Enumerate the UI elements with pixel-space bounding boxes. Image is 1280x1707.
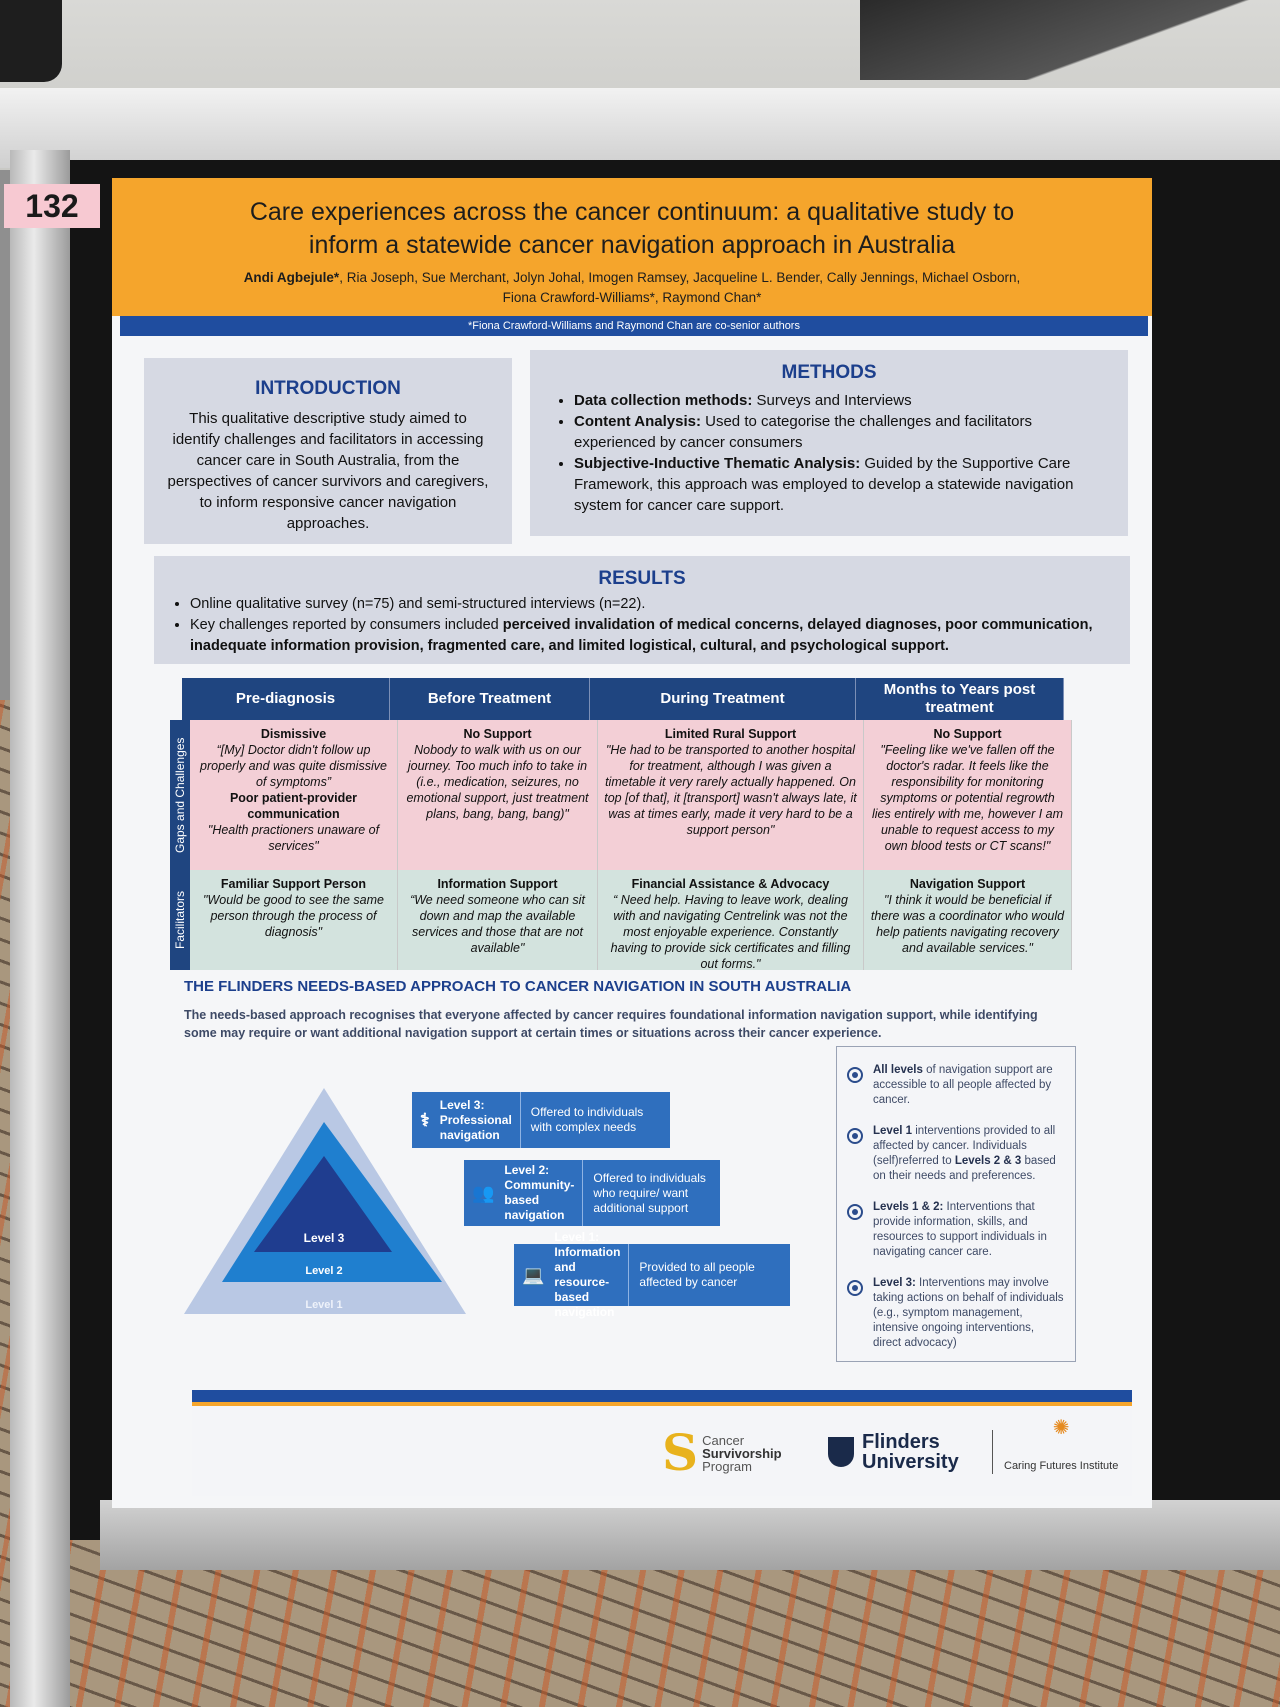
cell-quote: “[My] Doctor didn't follow up properly and was quite dismissive of symptoms” [200, 743, 387, 789]
results-item-bold: perceived invalidation of medical concerns, delayed diagnoses, poor communication, inadequate information provision, fragmented care, and limited logistical, cultural, and psychological support. [190, 617, 1093, 654]
methods-item [574, 411, 1104, 453]
level-2-name: Level 2: Community-based navigation [504, 1163, 575, 1222]
ceiling-shadow [860, 0, 1280, 80]
legend-bold: Levels 2 & 3 [954, 1155, 1022, 1167]
level-3-name-area [412, 1092, 521, 1148]
results-heading: RESULTS [598, 568, 686, 589]
results-panel [154, 556, 1130, 664]
methods-list [554, 390, 1104, 516]
methods-heading: METHODS [781, 362, 877, 383]
table-header-row [182, 678, 1130, 720]
level-1-description: Provided to all people affected by cancer [639, 1260, 755, 1289]
legend-bold: Levels 1 & 2: [873, 1201, 944, 1213]
legend-text: Interventions may involve taking actions on behalf of individuals (e.g., symptom management, intensive ongoing interventions, direct advocacy) [873, 1277, 1064, 1349]
cancer-survivorship-program-logo [662, 1423, 782, 1482]
cell-quote: “We need someone who can sit down and map the available services and those that are not available" [410, 893, 585, 955]
caring-futures-institute-logo [1004, 1416, 1118, 1472]
level-2-name-area [464, 1160, 583, 1226]
flinders-wordmark [862, 1432, 959, 1472]
cell-quote: "Health practioners unaware of services" [207, 823, 380, 853]
introduction-panel [144, 358, 512, 544]
table-header-cell: Months to Years post treatment [856, 678, 1064, 720]
cell-title: Dismissive [260, 727, 327, 741]
people-icon: 👥 [472, 1182, 495, 1203]
table-cell [190, 720, 398, 870]
csp-line-1: Cancer [702, 1432, 745, 1448]
methods-item-label: Subjective-Inductive Thematic Analysis: [574, 455, 861, 472]
cfi-wordmark: Caring Futures Institute [1004, 1460, 1119, 1472]
level-1-box [514, 1230, 790, 1319]
cell-title: No Support [933, 727, 1002, 741]
laptop-icon: 💻 [522, 1264, 545, 1285]
table-row-gaps [170, 720, 1130, 870]
pyramid-label-level-3: Level 3 [303, 1231, 345, 1245]
poster-title [152, 196, 1112, 262]
target-icon [847, 1128, 863, 1144]
results-item: • Online qualitative survey (n=75) and semi-structured interviews (n=22). [190, 594, 1112, 615]
level-1-name: Level 1: Information and resource-based navigation [554, 1230, 621, 1319]
target-icon [847, 1204, 863, 1220]
legend-text: based on their needs and preferences. [873, 1155, 1056, 1182]
pyramid-label-level-1: Level 1 [305, 1299, 343, 1311]
table-cell [598, 870, 864, 970]
title-line-2: inform a statewide cancer navigation approach in Australia [308, 231, 956, 259]
methods-item-text: Used to categorise the challenges and facilitators experienced by cancer consumers [574, 413, 1032, 451]
legend-bold: Level 3: [873, 1277, 916, 1289]
legend-item [847, 1063, 1065, 1108]
table-header-cell: Before Treatment [390, 678, 590, 720]
level-3-name: Level 3: Professional navigation [439, 1097, 512, 1142]
flinders-line-1: Flinders [862, 1431, 940, 1453]
methods-item-label: Content Analysis: [574, 413, 701, 430]
results-item-text: Key challenges reported by consumers included [190, 617, 503, 633]
row-label-gaps: Gaps and Challenges [170, 720, 190, 870]
level-2-box [464, 1160, 720, 1226]
authors-rest: , Ria Joseph, Sue Merchant, Jolyn Johal, Imogen Ramsey, Jacqueline L. Bender, Cally Jennings, Michael Osborn, [339, 270, 1021, 285]
poster-header [112, 178, 1152, 316]
csp-wordmark [702, 1434, 781, 1473]
methods-item-label: Data collection methods: [574, 392, 753, 409]
shield-icon [828, 1437, 854, 1467]
authors [192, 268, 1072, 308]
introduction-heading: INTRODUCTION [255, 378, 401, 399]
board-frame-top [0, 88, 1280, 168]
csp-line-3: Program [702, 1458, 752, 1474]
legend-text: interventions provided to all affected by cancer. Individuals (self)referred to [873, 1125, 1056, 1167]
methods-panel [530, 350, 1128, 536]
methods-item [574, 453, 1104, 516]
poster-footer [192, 1406, 1132, 1496]
poster [112, 178, 1152, 1508]
cell-quote: "Feeling like we've fallen off the doctor's radar. It feels like the responsibility for monitoring symptoms or potential regrowth lies entirely with me, however I am unable to request access to my own blood tests or CT scans!" [871, 743, 1064, 853]
board-frame-bottom [100, 1500, 1280, 1570]
cell-title: Poor patient-provider communication [229, 791, 358, 821]
methods-item [574, 390, 1104, 411]
cell-quote: Nobody to walk with us on our journey. Too much info to take in (i.e., medication, seizures, no emotional support, just treatment plans, bang, bang, bang)" [406, 743, 589, 821]
cell-quote: “ Need help. Having to leave work, dealing with and navigating Centrelink was not the most enjoyable experience. Constantly having to provide sick certificates and filling out forms." [610, 893, 851, 971]
results-item [190, 615, 1112, 657]
footer-bar-blue [192, 1390, 1132, 1402]
table-cell [398, 870, 598, 970]
flinders-line-2: University [862, 1451, 959, 1473]
lead-author: Andi Agbejule* [243, 270, 340, 285]
csp-line-2: Survivorship [702, 1445, 782, 1461]
cell-title: No Support [463, 727, 532, 741]
cell-title: Familiar Support Person [220, 877, 367, 891]
table-header-cell: During Treatment [590, 678, 856, 720]
cell-quote: "Would be good to see the same person through the process of diagnosis" [203, 893, 384, 939]
level-2-description: Offered to individuals who require/ want additional support [593, 1170, 706, 1215]
coauthor-note: *Fiona Crawford-Williams and Raymond Chan are co-senior authors [120, 316, 1148, 336]
methods-item-text: Guided by the Supportive Care Framework, this approach was employed to develop a statewide navigation system for cancer care support. [574, 455, 1074, 514]
introduction-text: This qualitative descriptive study aimed to identify challenges and facilitators in accessing cancer care in South Australia, from the perspectives of cancer survivors and caregivers, to inform responsive cancer navigation approaches. [167, 410, 489, 532]
table-cell [864, 870, 1072, 970]
cell-title: Navigation Support [909, 877, 1026, 891]
csp-s-icon: S [662, 1423, 699, 1482]
target-icon [847, 1280, 863, 1296]
cell-title: Limited Rural Support [664, 727, 797, 741]
table-cell [598, 720, 864, 870]
speaker [0, 0, 62, 82]
table-row-facilitators [170, 870, 1130, 970]
pyramid-label-level-2: Level 2 [305, 1265, 343, 1277]
legend-bold: All levels [873, 1064, 923, 1076]
cell-quote: "He had to be transported to another hospital for treatment, although I was given a timetable it very rarely actually happened. On top [of that], it [transport] wasn't always late, it was at times early, made it very hard to be a support person" [604, 743, 857, 837]
footer-divider [992, 1430, 993, 1474]
results-table [170, 678, 1130, 970]
sunburst-icon: ✺ [1052, 1417, 1070, 1439]
board-frame-pole [10, 150, 70, 1707]
cell-quote: "I think it would be beneficial if there was a coordinator who would help patients navigating recovery and available services." [870, 893, 1065, 955]
level-3-box [412, 1092, 670, 1148]
level-3-description: Offered to individuals with complex needs [530, 1105, 644, 1134]
legend-text: Interventions that provide information, skills, and resources to support individuals in navigating cancer care. [873, 1201, 1047, 1258]
results-list [172, 594, 1112, 657]
doctor-icon: ⚕ [420, 1109, 430, 1130]
row-label-facilitators: Facilitators [170, 870, 190, 970]
table-cell [398, 720, 598, 870]
target-icon [847, 1067, 863, 1083]
legend-bold: Level 1 [873, 1125, 912, 1137]
table-cell [864, 720, 1072, 870]
legend-item [847, 1200, 1065, 1260]
cell-title: Information Support [437, 877, 558, 891]
authors-line-2: Fiona Crawford-Williams*, Raymond Chan* [502, 290, 762, 305]
table-cell [190, 870, 398, 970]
legend-item [847, 1124, 1065, 1184]
level-1-name-area [514, 1230, 629, 1319]
title-line-1: Care experiences across the cancer continuum: a qualitative study to [249, 198, 1015, 226]
legend-text: of navigation support are accessible to all people affected by cancer. [873, 1064, 1053, 1106]
cell-title: Financial Assistance & Advocacy [631, 877, 830, 891]
navigation-heading: THE FLINDERS NEEDS-BASED APPROACH TO CANCER NAVIGATION IN SOUTH AUSTRALIA [184, 978, 852, 995]
navigation-legend [836, 1046, 1076, 1362]
flinders-university-logo [828, 1432, 959, 1472]
table-header-cell: Pre-diagnosis [182, 678, 390, 720]
methods-item-text: Surveys and Interviews [752, 392, 912, 409]
legend-item [847, 1276, 1065, 1351]
booth-number-tag: 132 [4, 184, 100, 228]
navigation-description: The needs-based approach recognises that everyone affected by cancer requires foundational information navigation support, while identifying some may require or want additional navigation support at certain times or situations across their cancer experience. [184, 1008, 1038, 1040]
